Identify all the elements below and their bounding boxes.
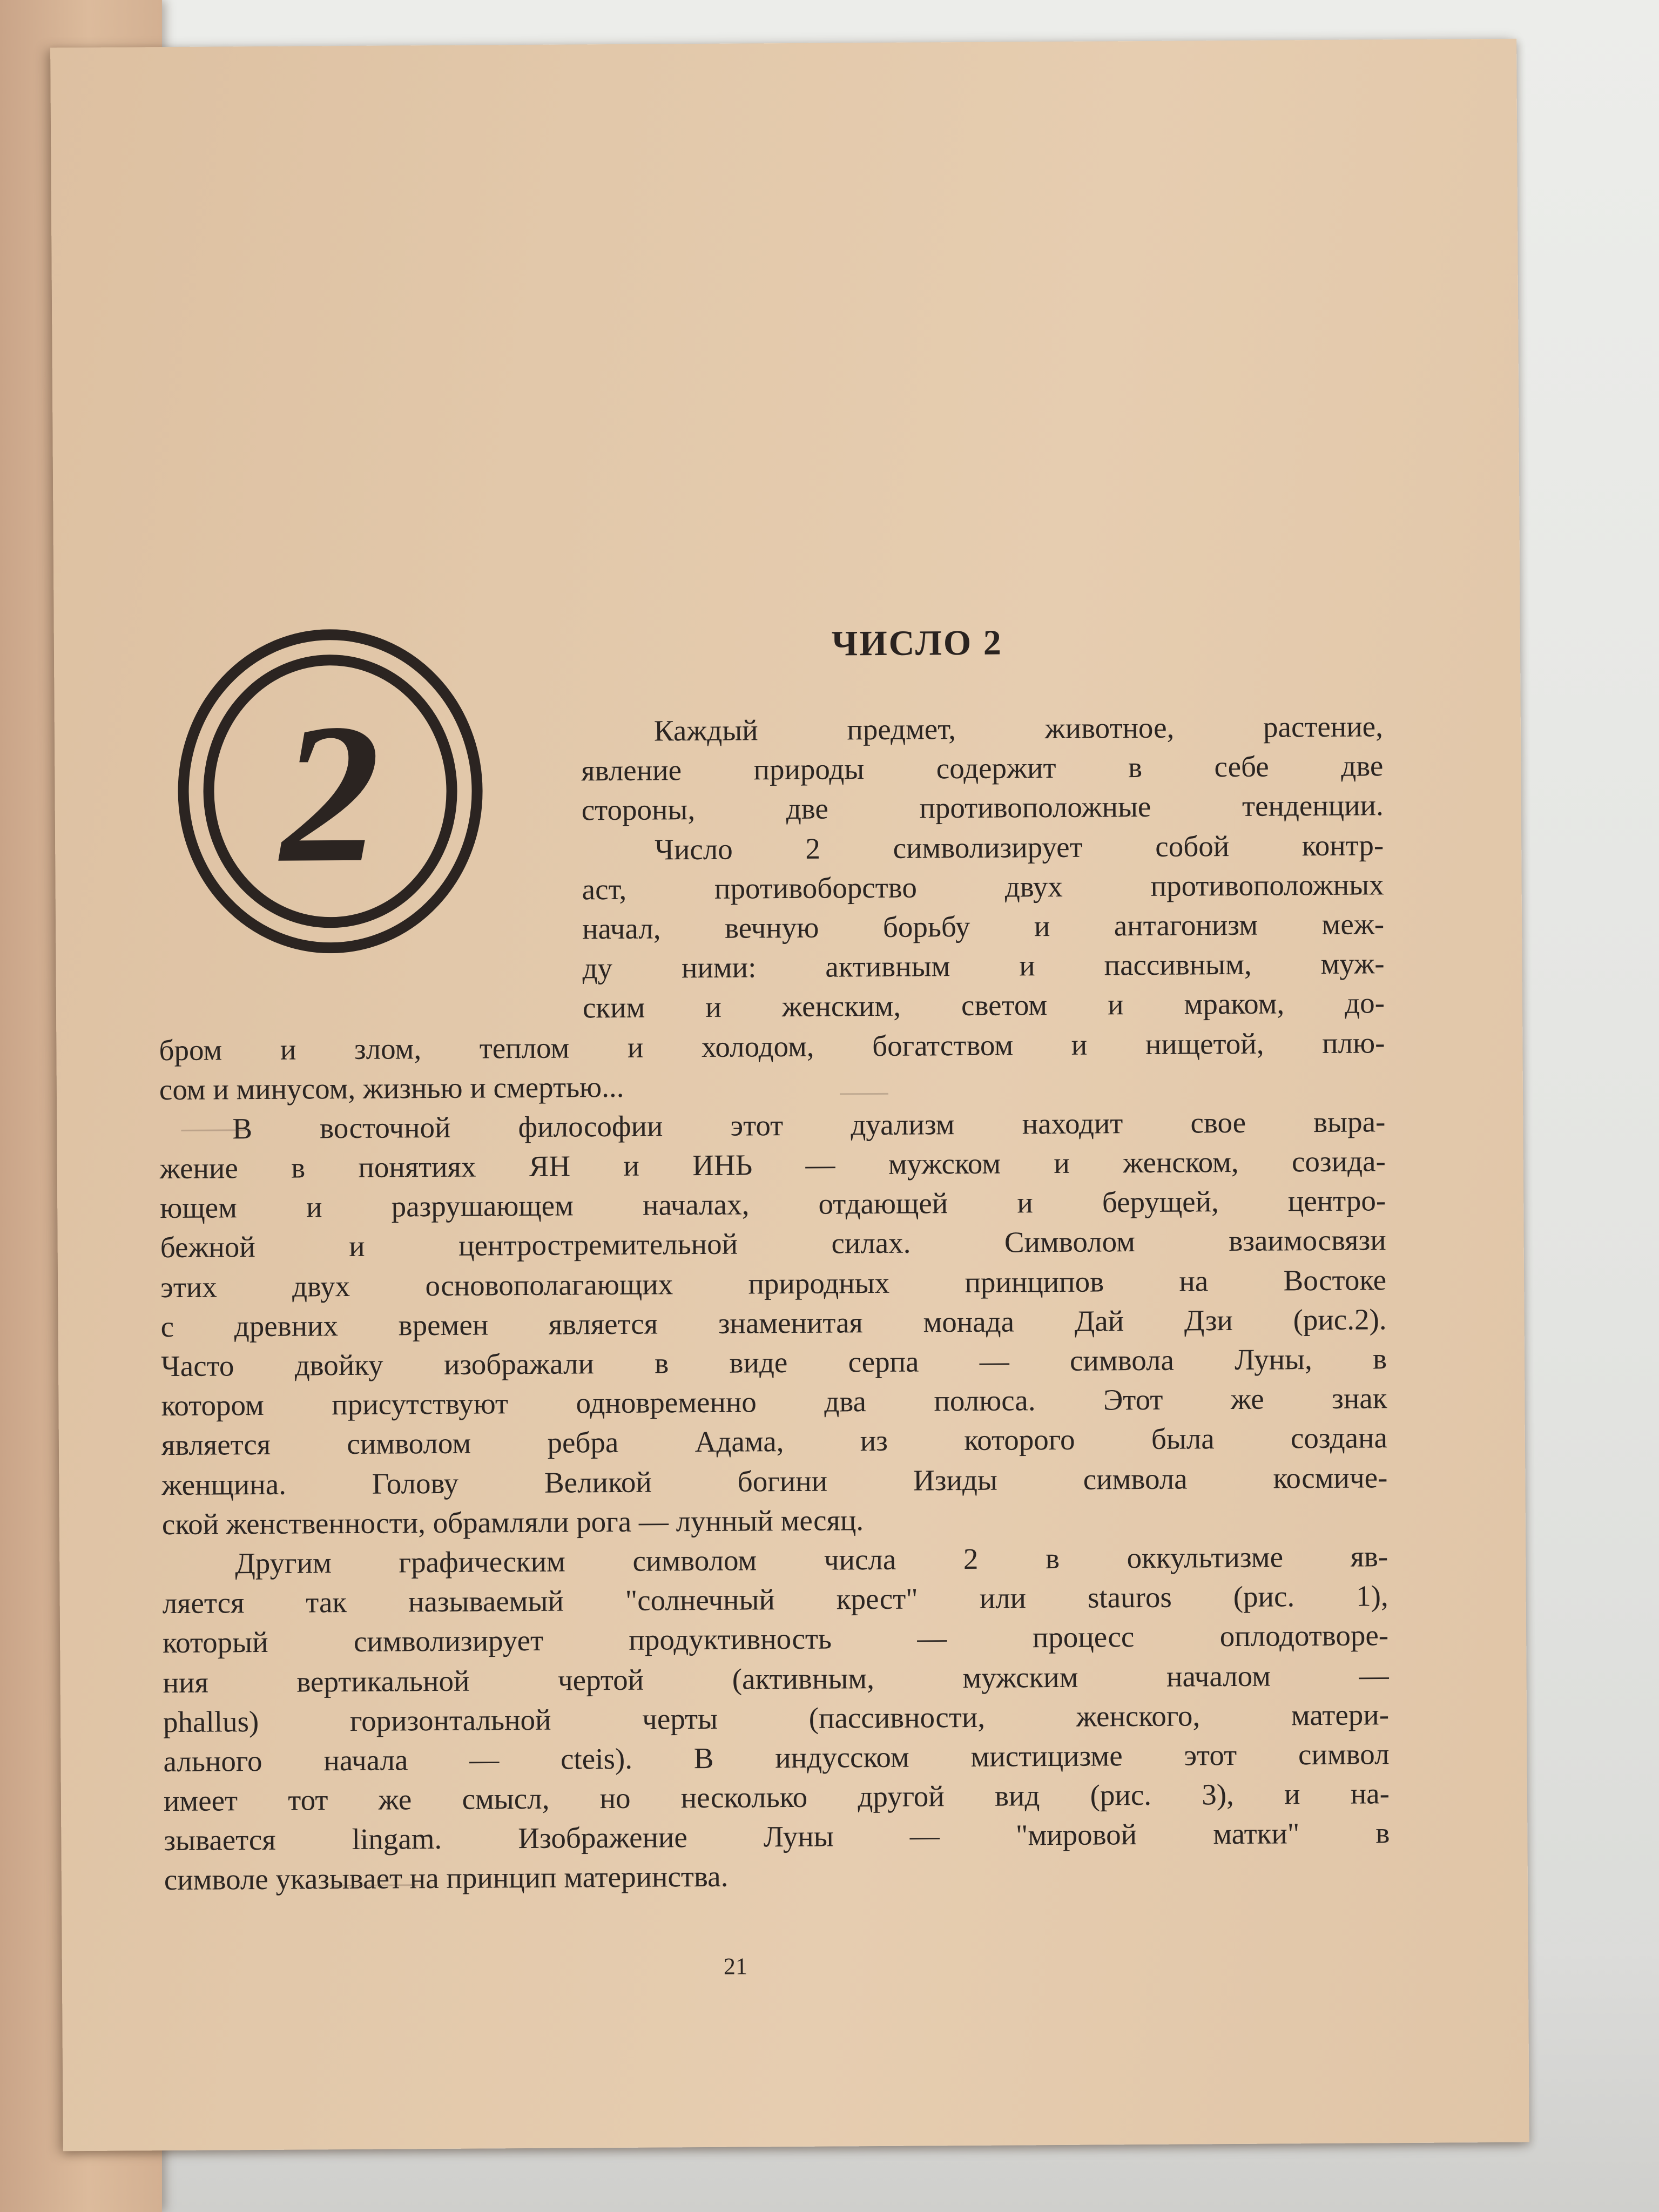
text-line: явление природы содержит в себе две (581, 749, 1384, 787)
text-line: ального начала — cteis). В индусском мистицизме этот символ (163, 1737, 1390, 1778)
text-line: символе указывает на принцип материнства. (164, 1860, 729, 1897)
text-line: является символом ребра Адама, из которого была создана (161, 1421, 1388, 1462)
text-line: ской женственности, обрамляли рога — лунный месяц. (161, 1503, 864, 1541)
text-line: этих двух основополагающих природных принципов на Востоке (160, 1263, 1387, 1304)
page-number: 21 (723, 1953, 748, 1980)
text-line: имеет тот же смысл, но несколько другой вид (рис. 3), и на- (163, 1777, 1390, 1818)
text-line: Другим графическим символом числа 2 в оккультизме яв- (235, 1540, 1388, 1580)
book-page (50, 39, 1529, 2152)
text-line: котором присутствуют одновременно два полюса. Этот же знак (161, 1381, 1387, 1422)
chapter-title: ЧИСЛО 2 (831, 623, 1003, 664)
text-line: зывается lingam. Изображение Луны — "мировой матки" в (164, 1816, 1390, 1857)
text-line: phallus) горизонтальной черты (пассивности, женского, матери- (163, 1697, 1390, 1738)
text-line: ния вертикальной чертой (активным, мужским началом — (163, 1658, 1389, 1699)
emblem-numeral: 2 (279, 682, 381, 905)
text-line: который символизирует продуктивность — процесс оплодотворе- (162, 1618, 1389, 1660)
text-line: стороны, две противоположные тенденции. (581, 788, 1384, 827)
text-line: ляется так называемый "солнечный крест" или stauros (рис. 1), (162, 1579, 1388, 1620)
text-line: Число 2 символизирует собой контр- (655, 828, 1384, 866)
text-line: с древних времен является знаменитая монада Дай Дзи (рис.2). (160, 1303, 1387, 1343)
text-line: аст, противоборство двух противоположных (582, 868, 1384, 906)
text-line: бром и злом, теплом и холодом, богатством и нищетой, плю- (159, 1026, 1385, 1067)
print-smudge (840, 1093, 888, 1095)
text-line: Часто двойку изображали в виде серпа — символа Луны, в (160, 1342, 1387, 1383)
text-line: сом и минусом, жизнью и смертью... (159, 1070, 624, 1106)
text-line: В восточной философии этот дуализм находит свое выра- (232, 1105, 1386, 1145)
text-line: Каждый предмет, животное, растение, (653, 710, 1384, 747)
text-line: ским и женским, светом и мраком, до- (582, 986, 1385, 1024)
text-line: ду ними: активным и пассивным, муж- (582, 947, 1385, 985)
text-line: жение в понятиях ЯН и ИНЬ — мужском и женском, созида- (159, 1144, 1386, 1185)
body-text (157, 706, 1390, 1899)
text-line: ющем и разрушающем началах, отдающей и берущей, центро- (160, 1184, 1386, 1225)
text-line: женщина. Голову Великой богини Изиды символа космиче- (161, 1460, 1388, 1501)
text-line: бежной и центростремительной силах. Символом взаимосвязи (160, 1223, 1386, 1264)
text-line: начал, вечную борьбу и антагонизм меж- (582, 907, 1385, 946)
